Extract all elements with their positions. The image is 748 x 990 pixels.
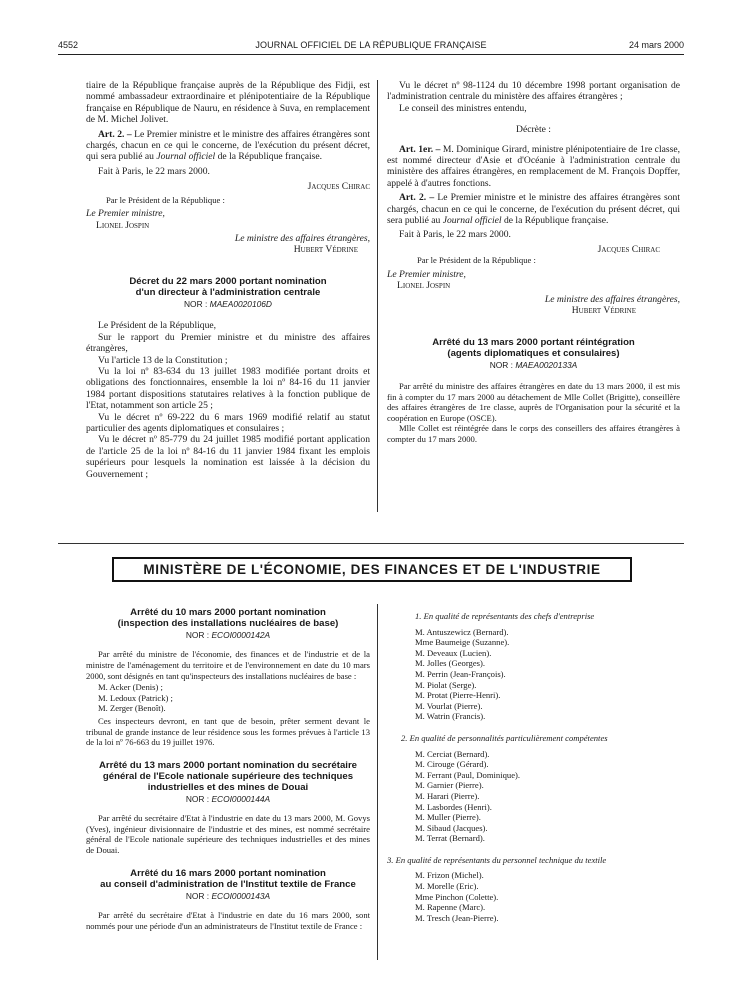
list-item: M. Ferrant (Paul, Dominique). [415, 769, 521, 780]
arrete-reintegration [387, 337, 680, 445]
list-item: M. Ledoux (Patrick) ; [98, 692, 173, 703]
section-title: Arrêté du 10 mars 2000 portant nomination [130, 607, 326, 618]
nor-reference: NOR : ECOI0000144A [185, 793, 271, 804]
arrete-textile [86, 868, 370, 932]
name-list [387, 627, 680, 722]
section-title: Arrêté du 13 mars 2000 portant réintégration [432, 336, 635, 348]
arrete-inspection [86, 607, 370, 748]
list-item: M. Frizon (Michel). [415, 870, 484, 881]
paragraph: Par arrêté du secrétaire d'Etat à l'industrie en date du 13 mars 2000, M. Govys (Yves), ingénieur divisionnaire de l'industrie et des mines, est nommé secrétaire général de l'Ecole nationale supérieure des techniques industrielles et des mines de Douai. [86, 813, 370, 855]
signer-name: Jacques Chirac [307, 181, 370, 193]
list-item: M. Vourlat (Pierre). [415, 700, 483, 711]
ministre-title: Le ministre des affaires étrangères, [544, 293, 680, 305]
ministry-banner: MINISTÈRE DE L'ÉCONOMIE, DES FINANCES ET DE L'INDUSTRIE [112, 557, 632, 582]
premier-title: Le Premier ministre, [387, 268, 466, 280]
page-header [58, 40, 684, 54]
premier-name: Lionel Jospin [397, 280, 451, 292]
fait-a-paris: Fait à Paris, le 22 mars 2000. [98, 165, 210, 177]
list-item: M. Watrin (Francis). [415, 711, 486, 722]
paragraph: Vu le décret nº 85-779 du 24 juillet 1985 modifié portant application de l'article 25 de la loi nº 84-16 du 11 janvier 1984 fixant les emplois supérieurs pour lesquels la nomination est laissée à la décision du Gouvernement ; [86, 434, 370, 480]
paragraph: tiaire de la République française auprès de la République des Fidji, est nommé ambassadeur extraordinaire et plénipotentiaire de la République française en République de Nauru, en résidence à Suva, en remplacement de M. Michel Jolivet. [86, 80, 370, 126]
list-item: M. Antuszewicz (Bernard). [415, 626, 509, 637]
list-item: M. Piolat (Serge). [415, 679, 477, 690]
section-title: Arrêté du 13 mars 2000 portant nomination du secrétaire [98, 759, 358, 771]
list-heading: 1. En qualité de représentants des chefs d'entreprise [415, 611, 595, 621]
premier-name: Lionel Jospin [96, 219, 150, 231]
list-item: M. Cerciat (Bernard). [415, 748, 490, 759]
section-title: (agents diplomatiques et consulaires) [447, 347, 620, 359]
nor-reference: NOR : ECOI0000143A [185, 890, 271, 901]
list-item: M. Jolles (Georges). [415, 658, 486, 669]
list-item: M. Rapenne (Marc). [415, 902, 486, 913]
article-1: Art. 1er. – M. Dominique Girard, ministre plénipotentiaire de 1re classe, est nommé directeur d'Asie et d'Océanie à l'administration centrale du ministère des affaires étrangères, en remplacement de M. François Dopffer, appelé à d'autres fonctions. [387, 143, 680, 189]
page-number: 4552 [58, 40, 79, 50]
paragraph: Vu le décret nº 69-222 du 6 mars 1969 modifié relatif au statut particulier des agents diplomatiques et consulaires ; [86, 411, 370, 434]
section-title: Décret du 22 mars 2000 portant nomination [129, 275, 327, 287]
section-title: industrielles et des mines de Douai [147, 781, 309, 793]
column-divider [377, 80, 378, 512]
header-rule [58, 54, 684, 55]
list-item: M. Muller (Pierre). [415, 812, 481, 823]
paragraph: Sur le rapport du Premier ministre et du ministre des affaires étrangères, [86, 331, 370, 355]
par-president: Par le Président de la République : [417, 255, 536, 266]
left-top-column [86, 80, 370, 480]
section-rule [58, 543, 684, 544]
nor-reference: NOR : ECOI0000142A [185, 630, 271, 640]
paragraph: Vu le décret nº 98-1124 du 10 décembre 1998 portant organisation de l'administration centrale du ministère des affaires étrangères ; [387, 80, 680, 103]
list-item: M. Perrin (Jean-François). [415, 668, 506, 679]
article-2: Art. 2. – Le Premier ministre et le ministre des affaires étrangères sont chargés, chacun en ce qui le concerne, de l'exécution du présent décret, qui sera publié au Journal officiel de la République française. [86, 128, 371, 163]
list-item: M. Zerger (Benoît). [98, 703, 166, 714]
article-2: Art. 2. – Le Premier ministre et le ministre des affaires étrangères sont chargés, chacun en ce qui le concerne, de l'exécution du présent décret, qui sera publié au Journal officiel de la République française. [387, 192, 681, 227]
list-item: M. Cirouge (Gérard). [415, 759, 489, 770]
paragraph: Par arrêté du ministre de l'économie, des finances et de l'industrie et de la ministre de l'aménagement du territoire et de l'environnement en date du 10 mars 2000, sont désignés en tant qu'inspecteurs des installations nucléaires de base : [86, 649, 370, 681]
list-item: M. Acker (Denis) ; [98, 682, 163, 693]
paragraph: Par arrêté du ministre des affaires étrangères en date du 13 mars 2000, il est mis fin à compter du 17 mars 2000 au détachement de Mlle Collet (Brigitte), conseillère des affaires étrangères de 1re classe, auprès de l'Organisation pour la sécurité et la coopération en Europe (OSCE). [387, 380, 680, 423]
section-title: Arrêté du 16 mars 2000 portant nomination [130, 867, 326, 879]
list-heading: 2. En qualité de personnalités particulièrement compétentes [401, 732, 608, 743]
par-president: Par le Président de la République : [106, 194, 225, 205]
paragraph: Mlle Collet est réintégrée dans le corps des conseillers des affaires étrangères à compter du 17 mars 2000. [387, 423, 680, 444]
list-item: M. Terrat (Bernard). [415, 833, 485, 844]
left-bottom-column [86, 607, 370, 931]
section-title: (inspection des installations nucléaires de base) [117, 618, 339, 629]
premier-title: Le Premier ministre, [86, 208, 165, 220]
ministre-title: Le ministre des affaires étrangères, [234, 233, 370, 245]
paragraph: Vu l'article 13 de la Constitution ; [98, 354, 228, 366]
section-title: général de l'Ecole nationale supérieure des techniques [102, 770, 354, 782]
list-item: M. Lasbordes (Henri). [415, 801, 492, 812]
list-item: Mme Pinchon (Colette). [415, 891, 499, 902]
list-item: M. Morelle (Eric). [415, 881, 479, 892]
section-title: d'un directeur à l'administration centrale [135, 286, 321, 298]
right-top-column [387, 80, 680, 444]
decret-directeur [86, 276, 370, 480]
fait-a-paris: Fait à Paris, le 22 mars 2000. [399, 229, 511, 241]
list-item: M. Harari (Pierre). [415, 790, 480, 801]
list-item: M. Deveaux (Lucien). [415, 647, 492, 658]
issue-date: 24 mars 2000 [628, 40, 684, 50]
list-item: Mme Baumeige (Suzanne). [415, 637, 510, 648]
list-item: M. Sibaud (Jacques). [415, 822, 488, 833]
paragraph: Le Président de la République, [98, 320, 217, 332]
nor-reference: NOR : MAEA0020106D [184, 298, 272, 309]
right-bottom-column [387, 611, 680, 923]
name-list [387, 749, 680, 844]
ministre-name: Hubert Védrine [571, 305, 636, 317]
section-title: au conseil d'administration de l'Institut textile de France [100, 878, 356, 890]
paragraph: Ces inspecteurs devront, en tant que de besoin, prêter serment devant le tribunal de grande instance de leur résidence sous les formes prévues à l'article 13 de la loi nº 76-663 du 19 juillet 1976. [86, 715, 370, 748]
decrete: Décrète : [516, 124, 551, 136]
arrete-secretaire [86, 760, 370, 856]
signer-name: Jacques Chirac [597, 243, 660, 255]
list-heading: 3. En qualité de représentants du personnel technique du textile [387, 854, 607, 865]
ministre-name: Hubert Védrine [293, 244, 358, 256]
nor-reference: NOR : MAEA0020133A [489, 359, 578, 370]
name-list [387, 870, 680, 923]
column-divider [377, 604, 378, 960]
journal-title: JOURNAL OFFICIEL DE LA RÉPUBLIQUE FRANÇAISE [255, 40, 487, 50]
list-item: M. Garnier (Pierre). [415, 780, 484, 791]
paragraph: Par arrêté du secrétaire d'Etat à l'industrie en date du 16 mars 2000, sont nommés pour une période d'un an administrateurs de l'Institut textile de France : [86, 909, 370, 931]
paragraph: Vu la loi nº 83-634 du 13 juillet 1983 modifiée portant droits et obligations des fonctionnaires, ensemble la loi nº 84-16 du 11 janvier 1984 portant dispositions statutaires relatives à la fonction publique de l'Etat, notamment son article 25 ; [86, 365, 370, 412]
paragraph: Le conseil des ministres entendu, [399, 102, 527, 114]
list-item: M. Protat (Pierre-Henri). [415, 690, 501, 701]
list-item: M. Tresch (Jean-Pierre). [415, 912, 499, 923]
